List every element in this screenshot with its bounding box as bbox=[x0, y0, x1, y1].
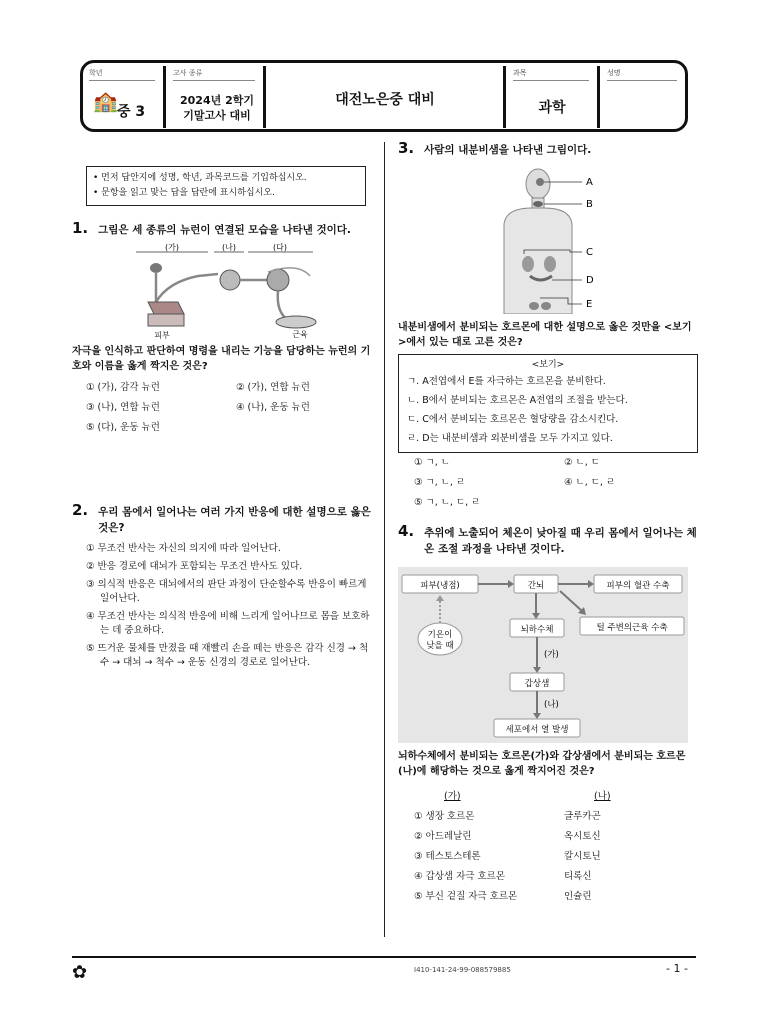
instruction-item: • 문항을 읽고 맞는 답을 답란에 표시하십시오. bbox=[93, 186, 359, 201]
publisher-logo-icon: ✿ bbox=[72, 962, 88, 983]
option[interactable]: ① 무조건 반사는 자신의 의지에 따라 일어난다. bbox=[86, 543, 281, 554]
option-pair: 옥시토신 bbox=[564, 831, 601, 842]
option[interactable]: ④ (나), 운동 뉴런 bbox=[236, 402, 310, 413]
question-number: 4. bbox=[398, 522, 415, 540]
question-stem: 우리 몸에서 일어나는 여러 가지 반응에 대한 설명으로 옳은 것은? bbox=[98, 506, 371, 534]
grade-value: 중 3 bbox=[117, 104, 146, 120]
option[interactable]: ④ 무조건 반사는 의식적 반응에 비해 느리게 일어나므로 몸을 보호하는 데 중요하다. bbox=[86, 611, 370, 636]
flow-ga: (가) bbox=[544, 650, 559, 660]
flow-temp-low-2: 낮을 때 bbox=[426, 641, 454, 651]
question-number: 1. bbox=[72, 219, 89, 237]
option[interactable]: ① ㄱ, ㄴ bbox=[414, 457, 450, 468]
option[interactable]: ② (가), 연합 뉴런 bbox=[236, 382, 310, 393]
name-cell bbox=[601, 63, 685, 129]
option: ⑤ 부신 겉질 자극 호르몬 bbox=[414, 891, 518, 902]
fig-label-ga: (가) bbox=[165, 243, 179, 252]
title-cell bbox=[267, 63, 503, 129]
thermoregulation-flowchart bbox=[398, 567, 698, 743]
subject-label: 과목 bbox=[513, 69, 527, 77]
question-number: 3. bbox=[398, 139, 415, 157]
flow-muscle: 털 주변의근육 수축 bbox=[596, 623, 668, 633]
flow-heat: 세포에서 열 발생 bbox=[505, 725, 569, 735]
bogi-item: ㄹ. D는 내분비샘과 외분비샘을 모두 가지고 있다. bbox=[407, 433, 613, 444]
flow-pituitary: 뇌하수체 bbox=[520, 625, 554, 635]
question-number: 2. bbox=[72, 501, 89, 519]
neuron-figure bbox=[128, 242, 372, 342]
subject-value: 과학 bbox=[538, 100, 566, 116]
option-row[interactable] bbox=[414, 827, 698, 847]
option: ④ 갑상샘 자극 호르몬 bbox=[414, 871, 505, 882]
exam-type-label: 고사 종류 bbox=[173, 69, 203, 77]
answer-options bbox=[72, 378, 372, 438]
answer-options bbox=[72, 542, 372, 670]
answer-options bbox=[398, 453, 698, 513]
left-column bbox=[72, 160, 372, 674]
question-prompt: 뇌하수체에서 분비되는 호르몬(가)와 갑상샘에서 분비되는 호르몬(나)에 해당하는 것으로 옳게 짝지어진 것은? bbox=[398, 751, 686, 777]
option[interactable]: ③ (나), 연합 뉴런 bbox=[86, 402, 160, 413]
column-divider bbox=[384, 142, 385, 937]
exam-type-line1: 2024년 2학기 bbox=[180, 94, 254, 107]
subject-cell bbox=[507, 63, 597, 129]
option-pair: 칼시토닌 bbox=[564, 851, 601, 862]
bogi-item: ㄱ. A전엽에서 E를 자극하는 호르몬을 분비한다. bbox=[407, 376, 606, 387]
option[interactable]: ② 반응 경로에 대뇌가 포함되는 무조건 반사도 있다. bbox=[86, 561, 303, 572]
document-code: I410-141-24-99-088579885 bbox=[414, 966, 511, 974]
option[interactable]: ⑤ (다), 운동 뉴런 bbox=[86, 422, 160, 433]
bogi-caption: <보기> bbox=[531, 360, 565, 370]
bogi-box bbox=[398, 354, 698, 453]
option-row[interactable] bbox=[414, 807, 698, 827]
fig-label-b: B bbox=[586, 199, 593, 210]
fig-label-a: A bbox=[586, 177, 593, 188]
exam-type-line2: 기말고사 대비 bbox=[183, 109, 251, 122]
flow-hypothalamus: 간뇌 bbox=[527, 581, 545, 591]
question-stem: 추위에 노출되어 체온이 낮아질 때 우리 몸에서 일어나는 체온 조절 과정을 나타낸 것이다. bbox=[424, 527, 697, 555]
question-2 bbox=[72, 502, 372, 670]
fig-label-na: (나) bbox=[222, 243, 236, 252]
school-icon: 🏫 bbox=[93, 89, 118, 113]
option-row[interactable] bbox=[414, 867, 698, 887]
option-row[interactable] bbox=[414, 887, 698, 907]
flow-vessel: 피부의 혈관 수축 bbox=[606, 581, 670, 591]
fig-label-c: C bbox=[586, 247, 593, 258]
option[interactable]: ① (가), 감각 뉴런 bbox=[86, 382, 160, 393]
option[interactable]: ④ ㄴ, ㄷ, ㄹ bbox=[564, 477, 616, 488]
question-prompt: 내분비샘에서 분비되는 호르몬에 대한 설명으로 옳은 것만을 <보기>에서 있는 대로 고른 것은? bbox=[398, 322, 692, 348]
bogi-item: ㄴ. B에서 분비되는 호르몬은 A전엽의 조절을 받는다. bbox=[407, 395, 628, 406]
fig-label-skin: 피부 bbox=[154, 331, 170, 340]
column-header: (가) bbox=[444, 791, 461, 802]
flow-na: (나) bbox=[544, 700, 559, 710]
endocrine-figure bbox=[494, 164, 698, 314]
question-1 bbox=[72, 220, 372, 438]
option-pair: 인슐린 bbox=[564, 891, 592, 902]
column-header: (나) bbox=[594, 791, 611, 802]
option[interactable]: ③ 의식적 반응은 대뇌에서의 판단 과정이 단순할수록 반응이 빠르게 일어난다. bbox=[86, 579, 367, 604]
answer-table bbox=[398, 787, 698, 907]
right-column bbox=[398, 140, 698, 907]
option-pair: 글루카곤 bbox=[564, 811, 601, 822]
grade-label: 학년 bbox=[89, 69, 103, 77]
question-stem: 사람의 내분비샘을 나타낸 그림이다. bbox=[424, 144, 592, 156]
option-pair: 티록신 bbox=[564, 871, 592, 882]
option[interactable]: ⑤ 뜨거운 물체를 만졌을 때 재빨리 손을 떼는 반응은 감각 신경 → 척수 → 대뇌 → 척수 → 운동 신경의 경로로 일어난다. bbox=[86, 643, 369, 668]
instructions-box bbox=[86, 166, 366, 206]
grade-cell bbox=[83, 63, 163, 129]
question-prompt: 자극을 인식하고 판단하여 명령을 내리는 기능을 담당하는 뉴런의 기호와 이름을 옳게 짝지은 것은? bbox=[72, 346, 371, 372]
name-label: 성명 bbox=[607, 69, 621, 77]
instruction-item: • 먼저 답안지에 성명, 학년, 과목코드를 기입하십시오. bbox=[93, 171, 359, 186]
option: ③ 테스토스테론 bbox=[414, 851, 481, 862]
question-stem: 그림은 세 종류의 뉴런이 연결된 모습을 나타낸 것이다. bbox=[98, 224, 351, 236]
flow-temp-low-1: 기온이 bbox=[427, 630, 453, 640]
fig-label-da: (다) bbox=[273, 243, 287, 252]
bogi-item: ㄷ. C에서 분비되는 호르몬은 혈당량을 감소시킨다. bbox=[407, 414, 619, 425]
option[interactable]: ⑤ ㄱ, ㄴ, ㄷ, ㄹ bbox=[414, 497, 481, 508]
footer-rule bbox=[72, 956, 696, 958]
option[interactable]: ② ㄴ, ㄷ bbox=[564, 457, 600, 468]
option[interactable]: ③ ㄱ, ㄴ, ㄹ bbox=[414, 477, 466, 488]
exam-title: 대전노은중 대비 bbox=[335, 92, 435, 108]
exam-header bbox=[80, 60, 688, 132]
exam-type-cell bbox=[167, 63, 263, 129]
question-3 bbox=[398, 140, 698, 513]
option: ② 아드레날린 bbox=[414, 831, 472, 842]
fig-label-d: D bbox=[586, 275, 594, 286]
flow-skin: 피부(냉점) bbox=[420, 581, 460, 591]
fig-label-muscle: 근육 bbox=[292, 330, 308, 339]
option: ① 생장 호르몬 bbox=[414, 811, 475, 822]
question-4 bbox=[398, 523, 698, 907]
fig-label-e: E bbox=[586, 299, 593, 310]
option-row[interactable] bbox=[414, 847, 698, 867]
page-number: - 1 - bbox=[666, 962, 688, 975]
flow-thyroid: 갑상샘 bbox=[524, 679, 550, 689]
